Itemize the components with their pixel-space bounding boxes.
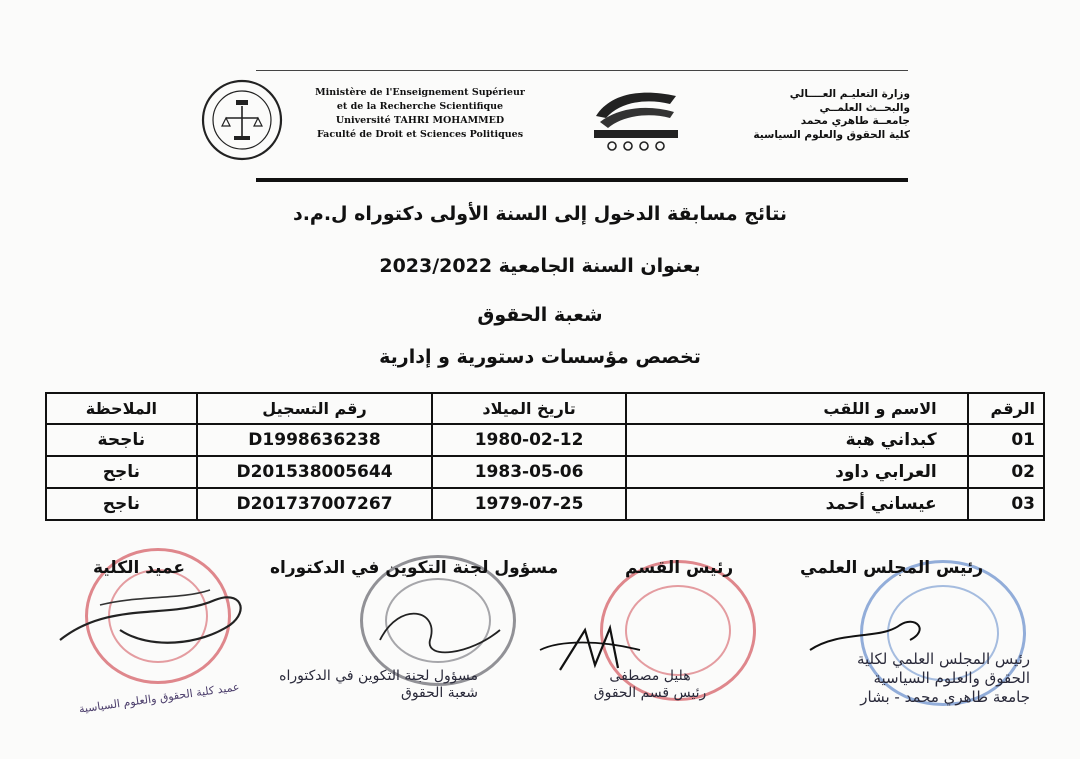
table-header-row	[46, 393, 1044, 424]
fr-header-line: et de la Recherche Scientifique	[336, 101, 504, 112]
cell-num: 02	[968, 456, 1044, 488]
cell-note: ناجح	[46, 488, 197, 520]
header-top-rule	[256, 70, 908, 71]
results-table	[45, 392, 1045, 521]
faculty-seal-icon	[200, 78, 284, 162]
header-note: الملاحظة	[46, 393, 197, 424]
header-name: الاسم و اللقب	[626, 393, 968, 424]
table-row	[46, 456, 1044, 488]
dean-title: عميد الكلية	[93, 558, 185, 578]
committee-handwritten-note	[279, 668, 478, 702]
cell-birth: 1979-07-25	[432, 488, 626, 520]
header-birth: تاريخ الميلاد	[432, 393, 626, 424]
ar-header-line: والبحــث العلمــي	[819, 101, 910, 114]
ar-header-line: كلية الحقوق والعلوم السياسية	[753, 128, 910, 141]
department-handwritten-note	[575, 668, 725, 702]
cell-reg: D201538005644	[197, 456, 433, 488]
table-row	[46, 424, 1044, 456]
department-head-title: رئيس القسم	[625, 558, 734, 578]
handwritten-line: جامعة طاهري محمد - بشار	[860, 688, 1030, 706]
specialty-title: تخصص مؤسسات دستورية و إدارية	[379, 346, 701, 368]
document-title: نتائج مسابقة الدخول إلى السنة الأولى دكتوراه ل.م.د	[292, 203, 788, 225]
academic-year: بعنوان السنة الجامعية 2023/2022	[379, 255, 701, 277]
cell-birth: 1980-02-12	[432, 424, 626, 456]
handwritten-line: مسؤول لجنة التكوين في الدكتوراه	[279, 668, 478, 684]
cell-name: عيساني أحمد	[626, 488, 968, 520]
handwritten-line: رئيس المجلس العلمي لكلية	[856, 650, 1030, 668]
cell-reg: D1998636238	[197, 424, 433, 456]
branch-title: شعبة الحقوق	[477, 304, 603, 326]
council-title: رئيس المجلس العلمي	[800, 558, 984, 578]
cell-birth: 1983-05-06	[432, 456, 626, 488]
council-handwritten-note	[790, 650, 1030, 707]
cell-reg: D201737007267	[197, 488, 433, 520]
ar-header-line: جامعــة طاهري محمد	[800, 115, 910, 127]
arabic-header	[700, 88, 910, 142]
cell-note: ناجح	[46, 456, 197, 488]
french-header	[300, 86, 540, 142]
cell-num: 03	[968, 488, 1044, 520]
header-bottom-rule	[256, 178, 908, 182]
dean-handwritten-note	[78, 680, 241, 716]
table-row	[46, 488, 1044, 520]
fr-header-line: Université TAHRI MOHAMMED	[335, 115, 505, 126]
cell-name: كبداني هبة	[626, 424, 968, 456]
cell-note: ناجحة	[46, 424, 197, 456]
fr-header-line: Faculté de Droit et Sciences Politiques	[316, 129, 524, 140]
cell-name: العرابي داود	[626, 456, 968, 488]
handwritten-line: شعبة الحقوق	[400, 685, 478, 701]
committee-title: مسؤول لجنة التكوين في الدكتوراه	[270, 558, 559, 578]
university-logo-icon	[590, 82, 682, 154]
cell-num: 01	[968, 424, 1044, 456]
handwritten-line: هليل مصطفى	[609, 668, 691, 684]
handwritten-line: عميد كلية الحقوق والعلوم السياسية	[78, 680, 241, 716]
handwritten-line: الحقوق والعلوم السياسية	[873, 669, 1030, 687]
fr-header-line: Ministère de l'Enseignement Supérieur	[315, 87, 525, 98]
handwritten-line: رئيس قسم الحقوق	[593, 685, 707, 701]
header-num: الرقم	[968, 393, 1044, 424]
header-reg: رقم التسجيل	[197, 393, 433, 424]
ar-header-line: وزارة التعليـم العــــالي	[789, 88, 910, 100]
